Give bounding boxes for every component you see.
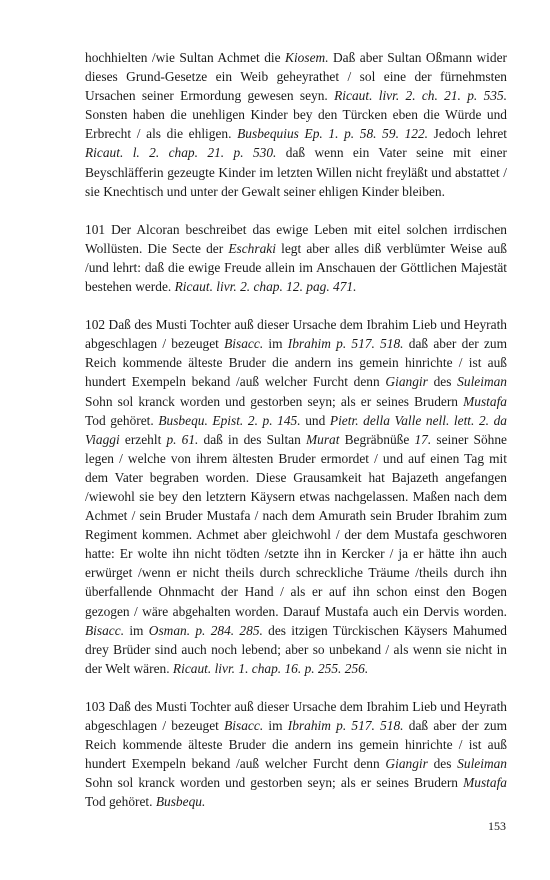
citation: Ibrahim p. 517. 518.: [287, 718, 404, 733]
note-103: [85, 697, 507, 812]
text-run: 102 Daß des Musti Tochter auß dieser Ursache dem Ibrahim Lieb und Heyrath abgeschlagen / bezeuget: [85, 317, 507, 352]
text-run: Jedoch lehret: [428, 126, 507, 142]
citation: Bisacc.: [224, 336, 264, 352]
text-run: des: [427, 374, 458, 390]
text-run: legt aber alles diß verblümter Weise auß /und lehrt: daß die ewige Freude allein im Anschauen der Göttlichen Majestät bestehen werde.: [85, 240, 507, 295]
text-run: daß in des Sultan: [198, 431, 306, 447]
citation: Ricaut. livr. 2. chap. 12. pag. 471.: [174, 279, 357, 295]
text-run: im: [263, 336, 288, 352]
note-101: [85, 220, 507, 296]
text-run: Sohn sol kranck worden und gestorben seyn; als er seines Brudern: [85, 775, 464, 791]
citation: Bisacc.: [85, 622, 125, 638]
text-run: 101 Der Alcoran beschreibet das ewige Leben mit eitel solchen irrdischen Wollüsten. Die Secte der: [85, 221, 507, 256]
italic-run: Murat: [305, 431, 340, 447]
italic-run: Mustafa: [463, 775, 507, 791]
text-run: Daß aber Sultan Oßmann wider dieses Grund-Gesetze ein Weib geheyrathet / sol eine der fürnehmsten Ursachen seiner Ermordung gewesen seyn.: [85, 50, 507, 104]
text-run: hochhielten /wie Sultan Achmet die: [85, 50, 286, 65]
text-run: im: [263, 718, 288, 733]
citation: Bisacc.: [224, 718, 264, 733]
italic-run: Mustafa: [463, 393, 507, 409]
text-run: 103 Daß des Musti Tochter auß dieser Ursache dem Ibrahim Lieb und Heyrath abgeschlagen / bezeuget: [85, 698, 507, 733]
citation: Osman. p. 284. 285.: [148, 622, 263, 638]
citation: Busbequ.: [155, 794, 206, 810]
text-run: des: [427, 756, 458, 772]
citation: p. 61.: [166, 431, 199, 447]
text-run: seiner Söhne legen / welche von ihrem ältesten Bruder ermordet / und auf einen Tag mit dem Vater begraben worden. Diese Grausamkeit hat Bajazeth angefangen /wiewohl sie bey den letztern Käysern etwas nachgelassen. Maßen nach dem Achmet / sein Bruder Mustafa / nach dem Amurath sein Bruder Ibrahim zum Regiment kommen. Achmet aber gleichwohl / der dem Mustafa geschworen hatte: Er wolte ihn nicht tödten /setzte ihn in Kercker / ja er hätte ihn auch erwürget /wenn er nicht theils durch schreckliche Träume /theils durch ihn überfallende Ohnmacht der Hand / als er auf ihn schon einst den Bogen gezogen / wäre abgehalten worden. Darauf Mustafa auch ein Dervis worden.: [85, 431, 507, 619]
text-run: im: [124, 622, 149, 638]
italic-run: Giangir: [385, 374, 428, 390]
text-run: des itzigen Türckischen Käysers Mahumed drey Brüder sind auch noch lebend; aber so unbekand / als wenn sie nicht in der Welt wären.: [85, 622, 507, 676]
italic-run: Kiosem.: [285, 50, 329, 65]
text-run: daß aber der zum Reich kommende älteste Bruder die andern ins gemein hinrichte / ist auß hundert Exempeln bekand /auß welcher Furcht denn: [85, 718, 508, 772]
citation: Pietr. della Valle nell. lett. 2. da Viaggi: [85, 412, 508, 447]
paragraph-continuation: [85, 48, 507, 201]
italic-run: 17.: [414, 431, 432, 447]
page-number: 153: [488, 819, 506, 833]
citation: Ricaut. livr. 1. chap. 16. p. 255. 256.: [172, 660, 369, 676]
italic-run: Suleiman: [457, 374, 508, 390]
text-run: Sonsten haben die unehligen Kinder bey den Türcken eben die Würde und Erbrecht / als die ehligen.: [85, 107, 507, 142]
text-run: Tod gehöret.: [85, 412, 159, 428]
italic-run: Suleiman: [457, 756, 508, 772]
citation: Busbequius Ep. 1. p. 58. 59. 122.: [237, 126, 429, 142]
citation: Busbequ. Epist. 2. p. 145.: [158, 412, 301, 428]
citation: Ricaut. livr. 2. ch. 21. p. 535.: [334, 88, 508, 104]
text-run: Begräbnüße: [339, 431, 415, 447]
text-run: Sohn sol kranck worden und gestorben seyn; als er seines Brudern: [85, 393, 464, 409]
italic-run: Giangir: [385, 756, 428, 772]
note-102: [85, 315, 507, 678]
text-run: daß aber der zum Reich kommende älteste Bruder die andern ins gemein hinrichte / ist auß hundert Exempeln bekand /auß welcher Furcht denn: [85, 336, 508, 390]
text-run: Tod gehöret.: [85, 794, 156, 810]
text-run: erzehlt: [119, 431, 167, 447]
citation: Ricaut. l. 2. chap. 21. p. 530.: [85, 145, 277, 161]
body-text: [85, 48, 507, 811]
text-run: und: [300, 412, 330, 428]
text-run: daß wenn ein Vater seine mit einer Beyschläfferin gezeugte Kinder im letzten Willen nicht freyläßt und abstattet / sie Knechtisch und unter der Gewalt seiner ehligen Kinder bleiben.: [85, 145, 507, 199]
italic-run: Eschraki: [228, 240, 276, 256]
citation: Ibrahim p. 517. 518.: [287, 336, 404, 352]
